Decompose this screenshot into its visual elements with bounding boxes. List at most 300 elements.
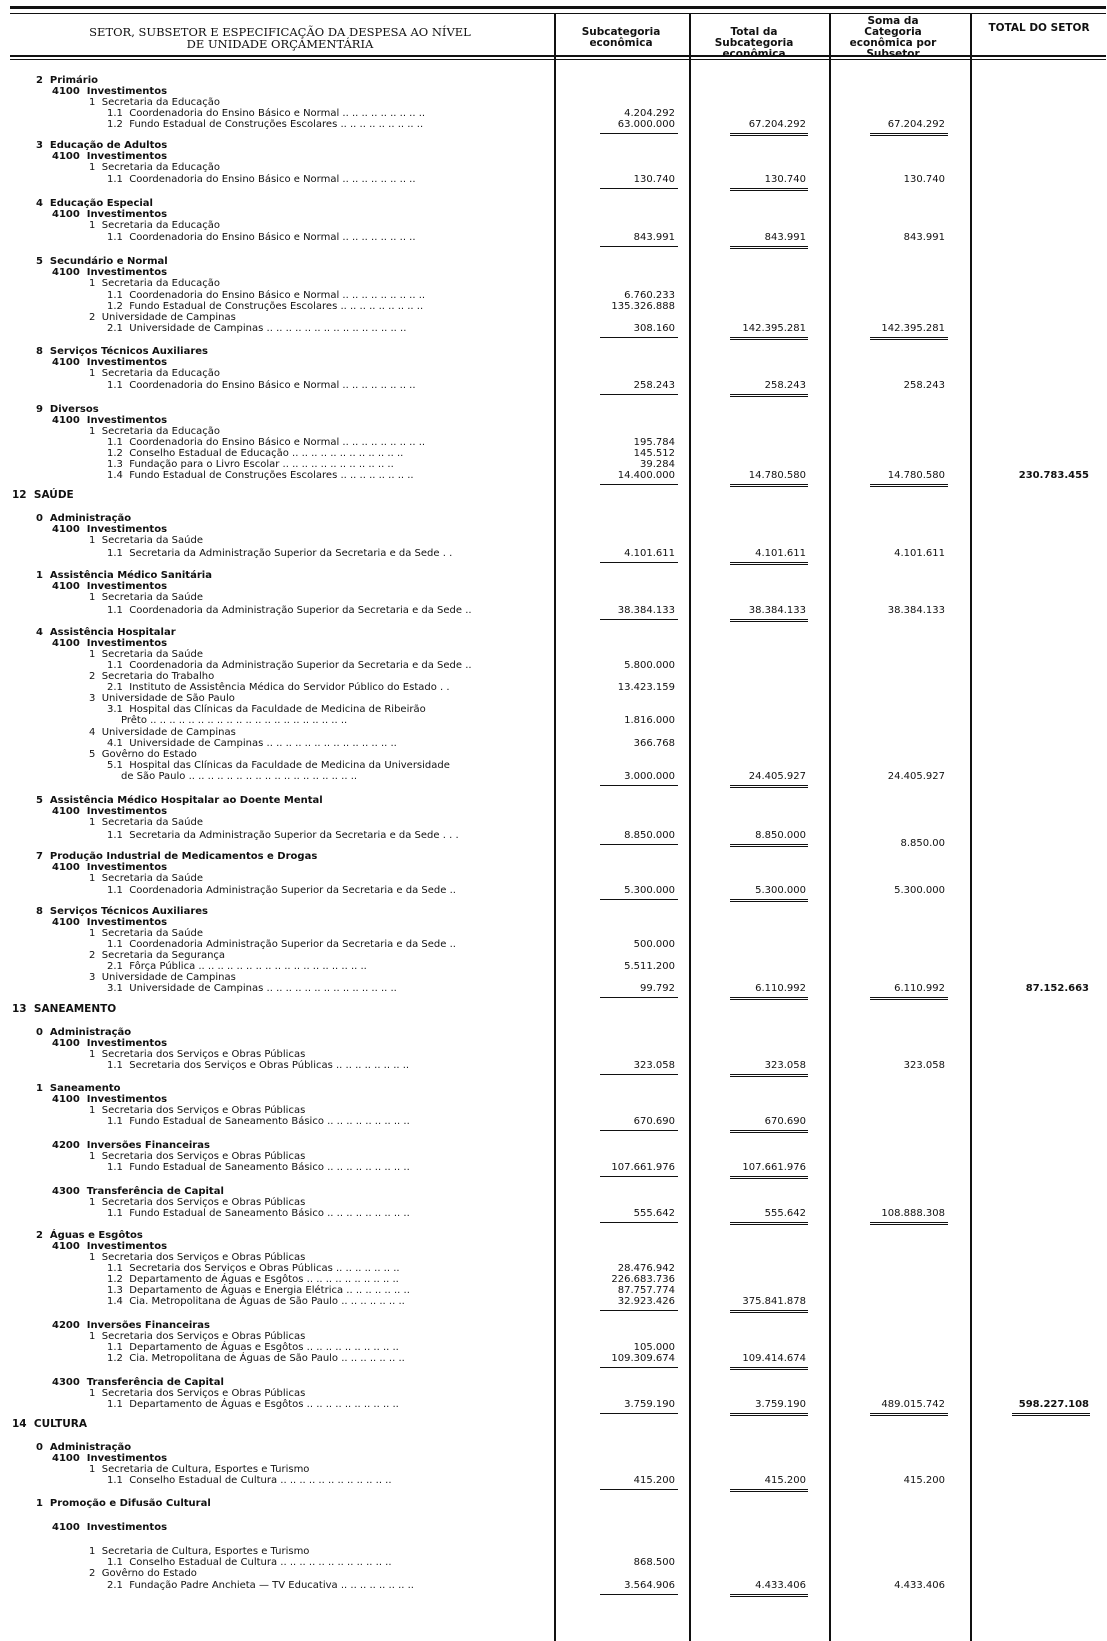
total-underline bbox=[600, 1594, 678, 1595]
row-label: 1.1 Coordenadoria da Administração Superior da Secretaria e da Sede .. bbox=[107, 605, 472, 616]
total-subcategoria-value: 24.405.927 bbox=[748, 771, 806, 782]
subcategoria-value: 130.740 bbox=[633, 174, 675, 185]
total-underline bbox=[730, 1224, 808, 1225]
table-row bbox=[0, 368, 1107, 380]
subcategoria-value: 28.476.942 bbox=[617, 1263, 675, 1274]
table-row bbox=[0, 1580, 1107, 1592]
total-underline bbox=[730, 619, 808, 620]
total-setor-value: 230.783.455 bbox=[1018, 470, 1089, 481]
subcategoria-value: 226.683.736 bbox=[611, 1274, 675, 1285]
total-subcategoria-value: 67.204.292 bbox=[748, 119, 806, 130]
table-row bbox=[0, 771, 1107, 783]
row-label: 4100 Investimentos bbox=[52, 1241, 168, 1252]
total-subcategoria-value: 142.395.281 bbox=[742, 323, 806, 334]
table-row bbox=[0, 1418, 1107, 1430]
total-subcategoria-value: 4.101.611 bbox=[755, 548, 806, 559]
total-underline bbox=[1012, 1415, 1090, 1416]
total-underline bbox=[600, 899, 678, 900]
row-label: 3.1 Universidade de Campinas .. .. .. .. .. .. .. .. .. .. .. .. .. .. bbox=[107, 983, 397, 994]
row-label: 0 Administração bbox=[36, 513, 132, 524]
row-label: 2.1 Universidade de Campinas .. .. .. .. .. .. .. .. .. .. .. .. .. .. .. bbox=[107, 323, 407, 334]
table-row bbox=[0, 1475, 1107, 1487]
total-underline bbox=[730, 1074, 808, 1075]
sector-heading: 12 SAÚDE bbox=[12, 489, 74, 501]
row-label: 1 Secretaria da Educação bbox=[89, 220, 221, 231]
table-row bbox=[0, 489, 1107, 501]
total-underline bbox=[1012, 1413, 1090, 1414]
soma-categoria-value: 415.200 bbox=[903, 1475, 945, 1486]
row-label: Prêto .. .. .. .. .. .. .. .. .. .. .. .. .. .. .. .. .. .. .. .. .. bbox=[121, 715, 348, 726]
table-row bbox=[0, 817, 1107, 829]
soma-categoria-value: 38.384.133 bbox=[887, 605, 945, 616]
soma-categoria-value: 130.740 bbox=[903, 174, 945, 185]
total-underline bbox=[870, 133, 948, 134]
subcategoria-value: 145.512 bbox=[633, 448, 675, 459]
row-label: 3.1 Hospital das Clínicas da Faculdade de Medicina de Ribeirão bbox=[107, 704, 426, 715]
total-underline bbox=[600, 1413, 678, 1414]
row-label: 1 Saneamento bbox=[36, 1083, 121, 1094]
row-label: 5 Govêrno do Estado bbox=[89, 749, 197, 760]
row-label: 5 Secundário e Normal bbox=[36, 256, 168, 267]
total-underline bbox=[600, 1367, 678, 1368]
row-label: 3 Educação de Adultos bbox=[36, 140, 168, 151]
table-row bbox=[0, 885, 1107, 897]
row-label: 2 Águas e Esgôtos bbox=[36, 1230, 143, 1241]
row-label: 1.2 Conselho Estadual de Educação .. .. .. .. .. .. .. .. .. .. .. .. bbox=[107, 448, 404, 459]
subcategoria-value: 323.058 bbox=[633, 1060, 675, 1071]
soma-categoria-value: 108.888.308 bbox=[881, 1208, 945, 1219]
total-underline bbox=[600, 997, 678, 998]
total-underline bbox=[730, 486, 808, 487]
row-label: 1.3 Departamento de Águas e Energia Elétrica .. .. .. .. .. .. .. bbox=[107, 1285, 410, 1296]
total-underline bbox=[730, 1132, 808, 1133]
total-underline bbox=[730, 1596, 808, 1597]
total-underline bbox=[730, 1076, 808, 1077]
total-underline bbox=[730, 1130, 808, 1131]
row-label: 4100 Investimentos bbox=[52, 415, 168, 426]
row-label: 4200 Inversões Financeiras bbox=[52, 1140, 210, 1151]
total-subcategoria-value: 415.200 bbox=[764, 1475, 806, 1486]
soma-categoria-value: 4.433.406 bbox=[894, 1580, 945, 1591]
table-row bbox=[0, 1116, 1107, 1128]
subcategoria-value: 3.564.906 bbox=[624, 1580, 675, 1591]
table-row bbox=[0, 1208, 1107, 1220]
row-label: 1 Secretaria da Educação bbox=[89, 426, 221, 437]
row-label: 4100 Investimentos bbox=[52, 638, 168, 649]
table-row bbox=[0, 548, 1107, 560]
total-underline bbox=[730, 621, 808, 622]
total-subcategoria-value: 107.661.976 bbox=[742, 1162, 806, 1173]
header-total-subcategoria: Total da Subcategoria econômica bbox=[714, 26, 794, 60]
total-underline bbox=[870, 1224, 948, 1225]
table-row bbox=[0, 1296, 1107, 1308]
row-label: 1 Secretaria da Saúde bbox=[89, 592, 203, 603]
row-label: 1.1 Conselho Estadual de Cultura .. .. .. .. .. .. .. .. .. .. .. .. bbox=[107, 1475, 392, 1486]
total-subcategoria-value: 670.690 bbox=[764, 1116, 806, 1127]
total-underline bbox=[600, 619, 678, 620]
subcategoria-value: 195.784 bbox=[633, 437, 675, 448]
subcategoria-value: 5.800.000 bbox=[624, 660, 675, 671]
row-label: 1.1 Coordenadoria do Ensino Básico e Normal .. .. .. .. .. .. .. .. bbox=[107, 380, 416, 391]
row-label: 2.1 Instituto de Assistência Médica do Servidor Público do Estado . . bbox=[107, 682, 450, 693]
total-setor-value: 598.227.108 bbox=[1018, 1399, 1089, 1410]
total-underline bbox=[870, 484, 948, 485]
row-label: 1 Secretaria da Educação bbox=[89, 97, 221, 108]
table-row bbox=[0, 1568, 1107, 1580]
total-subcategoria-value: 38.384.133 bbox=[748, 605, 806, 616]
total-underline bbox=[600, 1074, 678, 1075]
total-underline bbox=[600, 394, 678, 395]
total-underline bbox=[730, 190, 808, 191]
table-row bbox=[0, 323, 1107, 335]
row-label: 4100 Investimentos bbox=[52, 267, 168, 278]
total-setor-value: 87.152.663 bbox=[1025, 983, 1089, 994]
total-underline bbox=[730, 999, 808, 1000]
total-underline bbox=[600, 1489, 678, 1490]
row-label: 1.1 Coordenadoria do Ensino Básico e Normal .. .. .. .. .. .. .. .. bbox=[107, 232, 416, 243]
row-label: 1.2 Cia. Metropolitana de Águas de São Paulo .. .. .. .. .. .. .. bbox=[107, 1353, 405, 1364]
subcategoria-value: 843.991 bbox=[633, 232, 675, 243]
row-label: 4100 Investimentos bbox=[52, 1038, 168, 1049]
subcategoria-value: 87.757.774 bbox=[617, 1285, 675, 1296]
table-row bbox=[0, 1498, 1107, 1510]
row-label: 1 Secretaria da Saúde bbox=[89, 928, 203, 939]
row-label: 1.4 Cia. Metropolitana de Águas de São Paulo .. .. .. .. .. .. .. bbox=[107, 1296, 405, 1307]
table-row bbox=[0, 605, 1107, 617]
total-subcategoria-value: 843.991 bbox=[764, 232, 806, 243]
subcategoria-value: 14.400.000 bbox=[617, 470, 675, 481]
total-underline bbox=[730, 339, 808, 340]
row-label: 1.1 Coordenadoria do Ensino Básico e Normal .. .. .. .. .. .. .. .. .. bbox=[107, 437, 426, 448]
row-label: 4100 Investimentos bbox=[52, 209, 168, 220]
row-label: 1 Secretaria da Saúde bbox=[89, 817, 203, 828]
soma-categoria-value: 4.101.611 bbox=[894, 548, 945, 559]
row-label: 1 Secretaria da Saúde bbox=[89, 649, 203, 660]
total-underline bbox=[730, 248, 808, 249]
soma-categoria-value: 323.058 bbox=[903, 1060, 945, 1071]
table-row bbox=[0, 162, 1107, 174]
total-subcategoria-value: 6.110.992 bbox=[755, 983, 806, 994]
row-label: 0 Administração bbox=[36, 1442, 132, 1453]
row-label: 1 Secretaria de Cultura, Esportes e Turismo bbox=[89, 1546, 310, 1557]
subcategoria-value: 3.759.190 bbox=[624, 1399, 675, 1410]
header-soma-categoria: Soma da Categoria econômica por Subsetor bbox=[849, 15, 937, 60]
soma-categoria-value: 843.991 bbox=[903, 232, 945, 243]
total-underline bbox=[870, 337, 948, 338]
row-label: 1 Secretaria dos Serviços e Obras Públicas bbox=[89, 1105, 306, 1116]
subcategoria-value: 109.309.674 bbox=[611, 1353, 675, 1364]
row-label: 4 Universidade de Campinas bbox=[89, 727, 236, 738]
row-label: 1.2 Fundo Estadual de Construções Escolares .. .. .. .. .. .. .. .. .. bbox=[107, 119, 424, 130]
soma-categoria-value: 14.780.580 bbox=[887, 470, 945, 481]
total-underline bbox=[730, 484, 808, 485]
total-underline bbox=[600, 1130, 678, 1131]
row-label: 1 Secretaria dos Serviços e Obras Públicas bbox=[89, 1049, 306, 1060]
total-underline bbox=[730, 785, 808, 786]
row-label: 1 Secretaria dos Serviços e Obras Públicas bbox=[89, 1151, 306, 1162]
row-label: 1.1 Coordenadoria do Ensino Básico e Normal .. .. .. .. .. .. .. .. .. bbox=[107, 290, 426, 301]
row-label: 4100 Investimentos bbox=[52, 524, 168, 535]
row-label: 1.1 Secretaria da Administração Superior da Secretaria e da Sede . . . bbox=[107, 830, 459, 841]
subcategoria-value: 99.792 bbox=[640, 983, 675, 994]
total-underline bbox=[600, 1176, 678, 1177]
total-subcategoria-value: 375.841.878 bbox=[742, 1296, 806, 1307]
header-total-setor: TOTAL DO SETOR bbox=[988, 22, 1090, 34]
subcategoria-value: 13.423.159 bbox=[617, 682, 675, 693]
subcategoria-value: 1.816.000 bbox=[624, 715, 675, 726]
soma-categoria-value: 142.395.281 bbox=[881, 323, 945, 334]
total-underline bbox=[730, 1491, 808, 1492]
subcategoria-value: 135.326.888 bbox=[611, 301, 675, 312]
row-label: 5 Assistência Médico Hospitalar ao Doente Mental bbox=[36, 795, 323, 806]
row-label: 4100 Investimentos bbox=[52, 862, 168, 873]
row-label: 0 Administração bbox=[36, 1027, 132, 1038]
row-label: 1.1 Conselho Estadual de Cultura .. .. .. .. .. .. .. .. .. .. .. .. bbox=[107, 1557, 392, 1568]
subcategoria-value: 5.300.000 bbox=[624, 885, 675, 896]
total-underline bbox=[730, 135, 808, 136]
soma-categoria-value: 489.015.742 bbox=[881, 1399, 945, 1410]
total-underline bbox=[870, 1413, 948, 1414]
total-underline bbox=[730, 1369, 808, 1370]
total-subcategoria-value: 4.433.406 bbox=[755, 1580, 806, 1591]
total-subcategoria-value: 3.759.190 bbox=[755, 1399, 806, 1410]
row-label: de São Paulo .. .. .. .. .. .. .. .. .. .. .. .. .. .. .. .. .. .. bbox=[121, 771, 358, 782]
row-label: 2.1 Fôrça Pública .. .. .. .. .. .. .. .. .. .. .. .. .. .. .. .. .. .. bbox=[107, 961, 367, 972]
subcategoria-value: 8.850.000 bbox=[624, 830, 675, 841]
subcategoria-value: 4.101.611 bbox=[624, 548, 675, 559]
subcategoria-value: 3.000.000 bbox=[624, 771, 675, 782]
row-label: 1.1 Coordenadoria Administração Superior da Secretaria e da Sede .. bbox=[107, 939, 456, 950]
total-underline bbox=[870, 999, 948, 1000]
total-underline bbox=[730, 564, 808, 565]
row-label: 9 Diversos bbox=[36, 404, 99, 415]
subcategoria-value: 670.690 bbox=[633, 1116, 675, 1127]
total-underline bbox=[600, 133, 678, 134]
table-row bbox=[0, 1003, 1107, 1015]
total-underline bbox=[730, 1367, 808, 1368]
row-label: 4 Assistência Hospitalar bbox=[36, 627, 176, 638]
row-label: 1.1 Secretaria da Administração Superior da Secretaria e da Sede . . bbox=[107, 548, 453, 559]
total-underline bbox=[730, 787, 808, 788]
total-subcategoria-value: 258.243 bbox=[764, 380, 806, 391]
total-underline bbox=[730, 562, 808, 563]
row-label: 4.1 Universidade de Campinas .. .. .. .. .. .. .. .. .. .. .. .. .. .. bbox=[107, 738, 397, 749]
row-label: 4200 Inversões Financeiras bbox=[52, 1320, 210, 1331]
row-label: 2 Secretaria do Trabalho bbox=[89, 671, 215, 682]
subcategoria-value: 500.000 bbox=[633, 939, 675, 950]
table-row bbox=[0, 1162, 1107, 1174]
row-label: 3 Universidade de Campinas bbox=[89, 972, 236, 983]
table-row bbox=[0, 119, 1107, 131]
subcategoria-value: 32.923.426 bbox=[617, 1296, 675, 1307]
total-underline bbox=[730, 997, 808, 998]
total-subcategoria-value: 130.740 bbox=[764, 174, 806, 185]
total-underline bbox=[600, 562, 678, 563]
row-label: 4100 Investimentos bbox=[52, 1522, 168, 1533]
row-label: 1 Secretaria da Educação bbox=[89, 278, 221, 289]
row-label: 4 Educação Especial bbox=[36, 198, 153, 209]
total-underline bbox=[730, 1222, 808, 1223]
total-underline bbox=[730, 1594, 808, 1595]
total-subcategoria-value: 8.850.000 bbox=[755, 830, 806, 841]
header-subcategoria: Subcategoria econômica bbox=[581, 26, 661, 49]
row-label: 1 Assistência Médico Sanitária bbox=[36, 570, 212, 581]
total-underline bbox=[870, 486, 948, 487]
row-label: 1.1 Secretaria dos Serviços e Obras Públicas .. .. .. .. .. .. .. bbox=[107, 1263, 400, 1274]
total-underline bbox=[730, 396, 808, 397]
subcategoria-value: 5.511.200 bbox=[624, 961, 675, 972]
row-label: 1 Secretaria dos Serviços e Obras Públicas bbox=[89, 1197, 306, 1208]
row-label: 2 Primário bbox=[36, 75, 99, 86]
soma-categoria-value: 5.300.000 bbox=[894, 885, 945, 896]
total-underline bbox=[600, 484, 678, 485]
row-label: 1.2 Departamento de Águas e Esgôtos .. .. .. .. .. .. .. .. .. .. bbox=[107, 1274, 399, 1285]
subcategoria-value: 366.768 bbox=[633, 738, 675, 749]
row-label: 1 Secretaria da Educação bbox=[89, 368, 221, 379]
subcategoria-value: 308.160 bbox=[633, 323, 675, 334]
table-row bbox=[0, 220, 1107, 232]
total-subcategoria-value: 323.058 bbox=[764, 1060, 806, 1071]
table-row bbox=[0, 380, 1107, 392]
row-label: 1.1 Coordenadoria da Administração Superior da Secretaria e da Sede .. bbox=[107, 660, 472, 671]
subcategoria-value: 258.243 bbox=[633, 380, 675, 391]
row-label: 1.1 Fundo Estadual de Saneamento Básico .. .. .. .. .. .. .. .. .. bbox=[107, 1116, 410, 1127]
row-label: 4100 Investimentos bbox=[52, 1094, 168, 1105]
subcategoria-value: 38.384.133 bbox=[617, 605, 675, 616]
row-label: 4100 Investimentos bbox=[52, 1453, 168, 1464]
total-underline bbox=[600, 1222, 678, 1223]
row-label: 4100 Investimentos bbox=[52, 86, 168, 97]
soma-categoria-value: 67.204.292 bbox=[887, 119, 945, 130]
row-label: 1 Secretaria da Educação bbox=[89, 162, 221, 173]
row-label: 1 Secretaria da Saúde bbox=[89, 873, 203, 884]
row-label: 4100 Investimentos bbox=[52, 806, 168, 817]
total-underline bbox=[600, 337, 678, 338]
row-label: 2 Govêrno do Estado bbox=[89, 1568, 197, 1579]
total-underline bbox=[870, 1415, 948, 1416]
table-row bbox=[0, 1060, 1107, 1072]
row-label: 7 Produção Industrial de Medicamentos e Drogas bbox=[36, 851, 318, 862]
total-underline bbox=[730, 1413, 808, 1414]
row-label: 1.1 Coordenadoria do Ensino Básico e Normal .. .. .. .. .. .. .. .. .. bbox=[107, 108, 426, 119]
total-subcategoria-value: 14.780.580 bbox=[748, 470, 806, 481]
total-underline bbox=[730, 1312, 808, 1313]
total-underline bbox=[600, 785, 678, 786]
subcategoria-value: 415.200 bbox=[633, 1475, 675, 1486]
table-row bbox=[0, 1522, 1107, 1534]
soma-categoria-value: 258.243 bbox=[903, 380, 945, 391]
total-subcategoria-value: 5.300.000 bbox=[755, 885, 806, 896]
sector-heading: 14 CULTURA bbox=[12, 1418, 88, 1430]
total-underline bbox=[730, 1310, 808, 1311]
table-row bbox=[0, 278, 1107, 290]
total-subcategoria-value: 109.414.674 bbox=[742, 1353, 806, 1364]
row-label: 4300 Transferência de Capital bbox=[52, 1377, 224, 1388]
top-rule-thin bbox=[10, 13, 1106, 14]
total-underline bbox=[730, 899, 808, 900]
total-underline bbox=[730, 1415, 808, 1416]
subcategoria-value: 868.500 bbox=[633, 1557, 675, 1568]
row-label: 8 Serviços Técnicos Auxiliares bbox=[36, 346, 209, 357]
total-underline bbox=[870, 135, 948, 136]
row-label: 2 Universidade de Campinas bbox=[89, 312, 236, 323]
row-label: 2.1 Fundação Padre Anchieta — TV Educativa .. .. .. .. .. .. .. .. bbox=[107, 1580, 414, 1591]
table-row bbox=[0, 1353, 1107, 1365]
total-subcategoria-value: 555.642 bbox=[764, 1208, 806, 1219]
table-row bbox=[0, 232, 1107, 244]
table-row bbox=[0, 535, 1107, 547]
total-underline bbox=[870, 1222, 948, 1223]
row-label: 4100 Investimentos bbox=[52, 357, 168, 368]
row-label: 4100 Investimentos bbox=[52, 917, 168, 928]
total-underline bbox=[730, 246, 808, 247]
soma-categoria-value: 24.405.927 bbox=[887, 771, 945, 782]
soma-categoria-value: 8.850.00 bbox=[900, 838, 945, 849]
row-label: 1.1 Departamento de Águas e Esgôtos .. .. .. .. .. .. .. .. .. .. bbox=[107, 1399, 399, 1410]
table-row bbox=[0, 715, 1107, 727]
row-label: 1 Secretaria dos Serviços e Obras Públicas bbox=[89, 1331, 306, 1342]
row-label: 3 Universidade de São Paulo bbox=[89, 693, 235, 704]
subcategoria-value: 39.284 bbox=[640, 459, 675, 470]
table-row bbox=[0, 592, 1107, 604]
row-label: 1.1 Fundo Estadual de Saneamento Básico .. .. .. .. .. .. .. .. .. bbox=[107, 1208, 410, 1219]
row-label: 1.1 Coordenadoria do Ensino Básico e Normal .. .. .. .. .. .. .. .. bbox=[107, 174, 416, 185]
row-label: 2 Secretaria da Segurança bbox=[89, 950, 226, 961]
header-description: SETOR, SUBSETOR E ESPECIFICAÇÃO DA DESPESA AO NÍVEL DE UNIDADE ORÇAMENTÁRIA bbox=[89, 25, 471, 51]
row-label: 1.1 Secretaria dos Serviços e Obras Públicas .. .. .. .. .. .. .. .. bbox=[107, 1060, 410, 1071]
total-underline bbox=[870, 339, 948, 340]
row-label: 1.4 Fundo Estadual de Construções Escolares .. .. .. .. .. .. .. .. bbox=[107, 470, 414, 481]
total-underline bbox=[600, 246, 678, 247]
row-label: 1 Promoção e Difusão Cultural bbox=[36, 1498, 211, 1509]
total-underline bbox=[730, 1178, 808, 1179]
table-row bbox=[0, 174, 1107, 186]
row-label: 1 Secretaria dos Serviços e Obras Públicas bbox=[89, 1252, 306, 1263]
sector-heading: 13 SANEAMENTO bbox=[12, 1003, 117, 1015]
row-label: 5.1 Hospital das Clínicas da Faculdade de Medicina da Universidade bbox=[107, 760, 450, 771]
subcategoria-value: 555.642 bbox=[633, 1208, 675, 1219]
row-label: 4300 Transferência de Capital bbox=[52, 1186, 224, 1197]
row-label: 4100 Investimentos bbox=[52, 581, 168, 592]
row-label: 1 Secretaria da Saúde bbox=[89, 535, 203, 546]
total-underline bbox=[730, 1176, 808, 1177]
row-label: 1.1 Fundo Estadual de Saneamento Básico .. .. .. .. .. .. .. .. .. bbox=[107, 1162, 410, 1173]
subcategoria-value: 63.000.000 bbox=[617, 119, 675, 130]
top-rule bbox=[10, 6, 1106, 9]
table-row bbox=[0, 838, 1107, 850]
soma-categoria-value: 6.110.992 bbox=[894, 983, 945, 994]
row-label: 1.1 Coordenadoria Administração Superior da Secretaria e da Sede .. bbox=[107, 885, 456, 896]
total-underline bbox=[730, 337, 808, 338]
table-row bbox=[0, 983, 1107, 995]
total-underline bbox=[870, 997, 948, 998]
total-underline bbox=[730, 1489, 808, 1490]
total-underline bbox=[600, 1310, 678, 1311]
row-label: 1 Secretaria dos Serviços e Obras Públicas bbox=[89, 1388, 306, 1399]
row-label: 1.2 Fundo Estadual de Construções Escolares .. .. .. .. .. .. .. .. .. bbox=[107, 301, 424, 312]
total-underline bbox=[730, 188, 808, 189]
subcategoria-value: 107.661.976 bbox=[611, 1162, 675, 1173]
subcategoria-value: 4.204.292 bbox=[624, 108, 675, 119]
table-row bbox=[0, 470, 1107, 482]
row-label: 1.3 Fundação para o Livro Escolar .. .. .. .. .. .. .. .. .. .. .. .. bbox=[107, 459, 394, 470]
subcategoria-value: 6.760.233 bbox=[624, 290, 675, 301]
row-label: 1.1 Departamento de Águas e Esgôtos .. .. .. .. .. .. .. .. .. .. bbox=[107, 1342, 399, 1353]
subcategoria-value: 105.000 bbox=[633, 1342, 675, 1353]
row-label: 1 Secretaria de Cultura, Esportes e Turismo bbox=[89, 1464, 310, 1475]
total-underline bbox=[730, 394, 808, 395]
total-underline bbox=[600, 188, 678, 189]
